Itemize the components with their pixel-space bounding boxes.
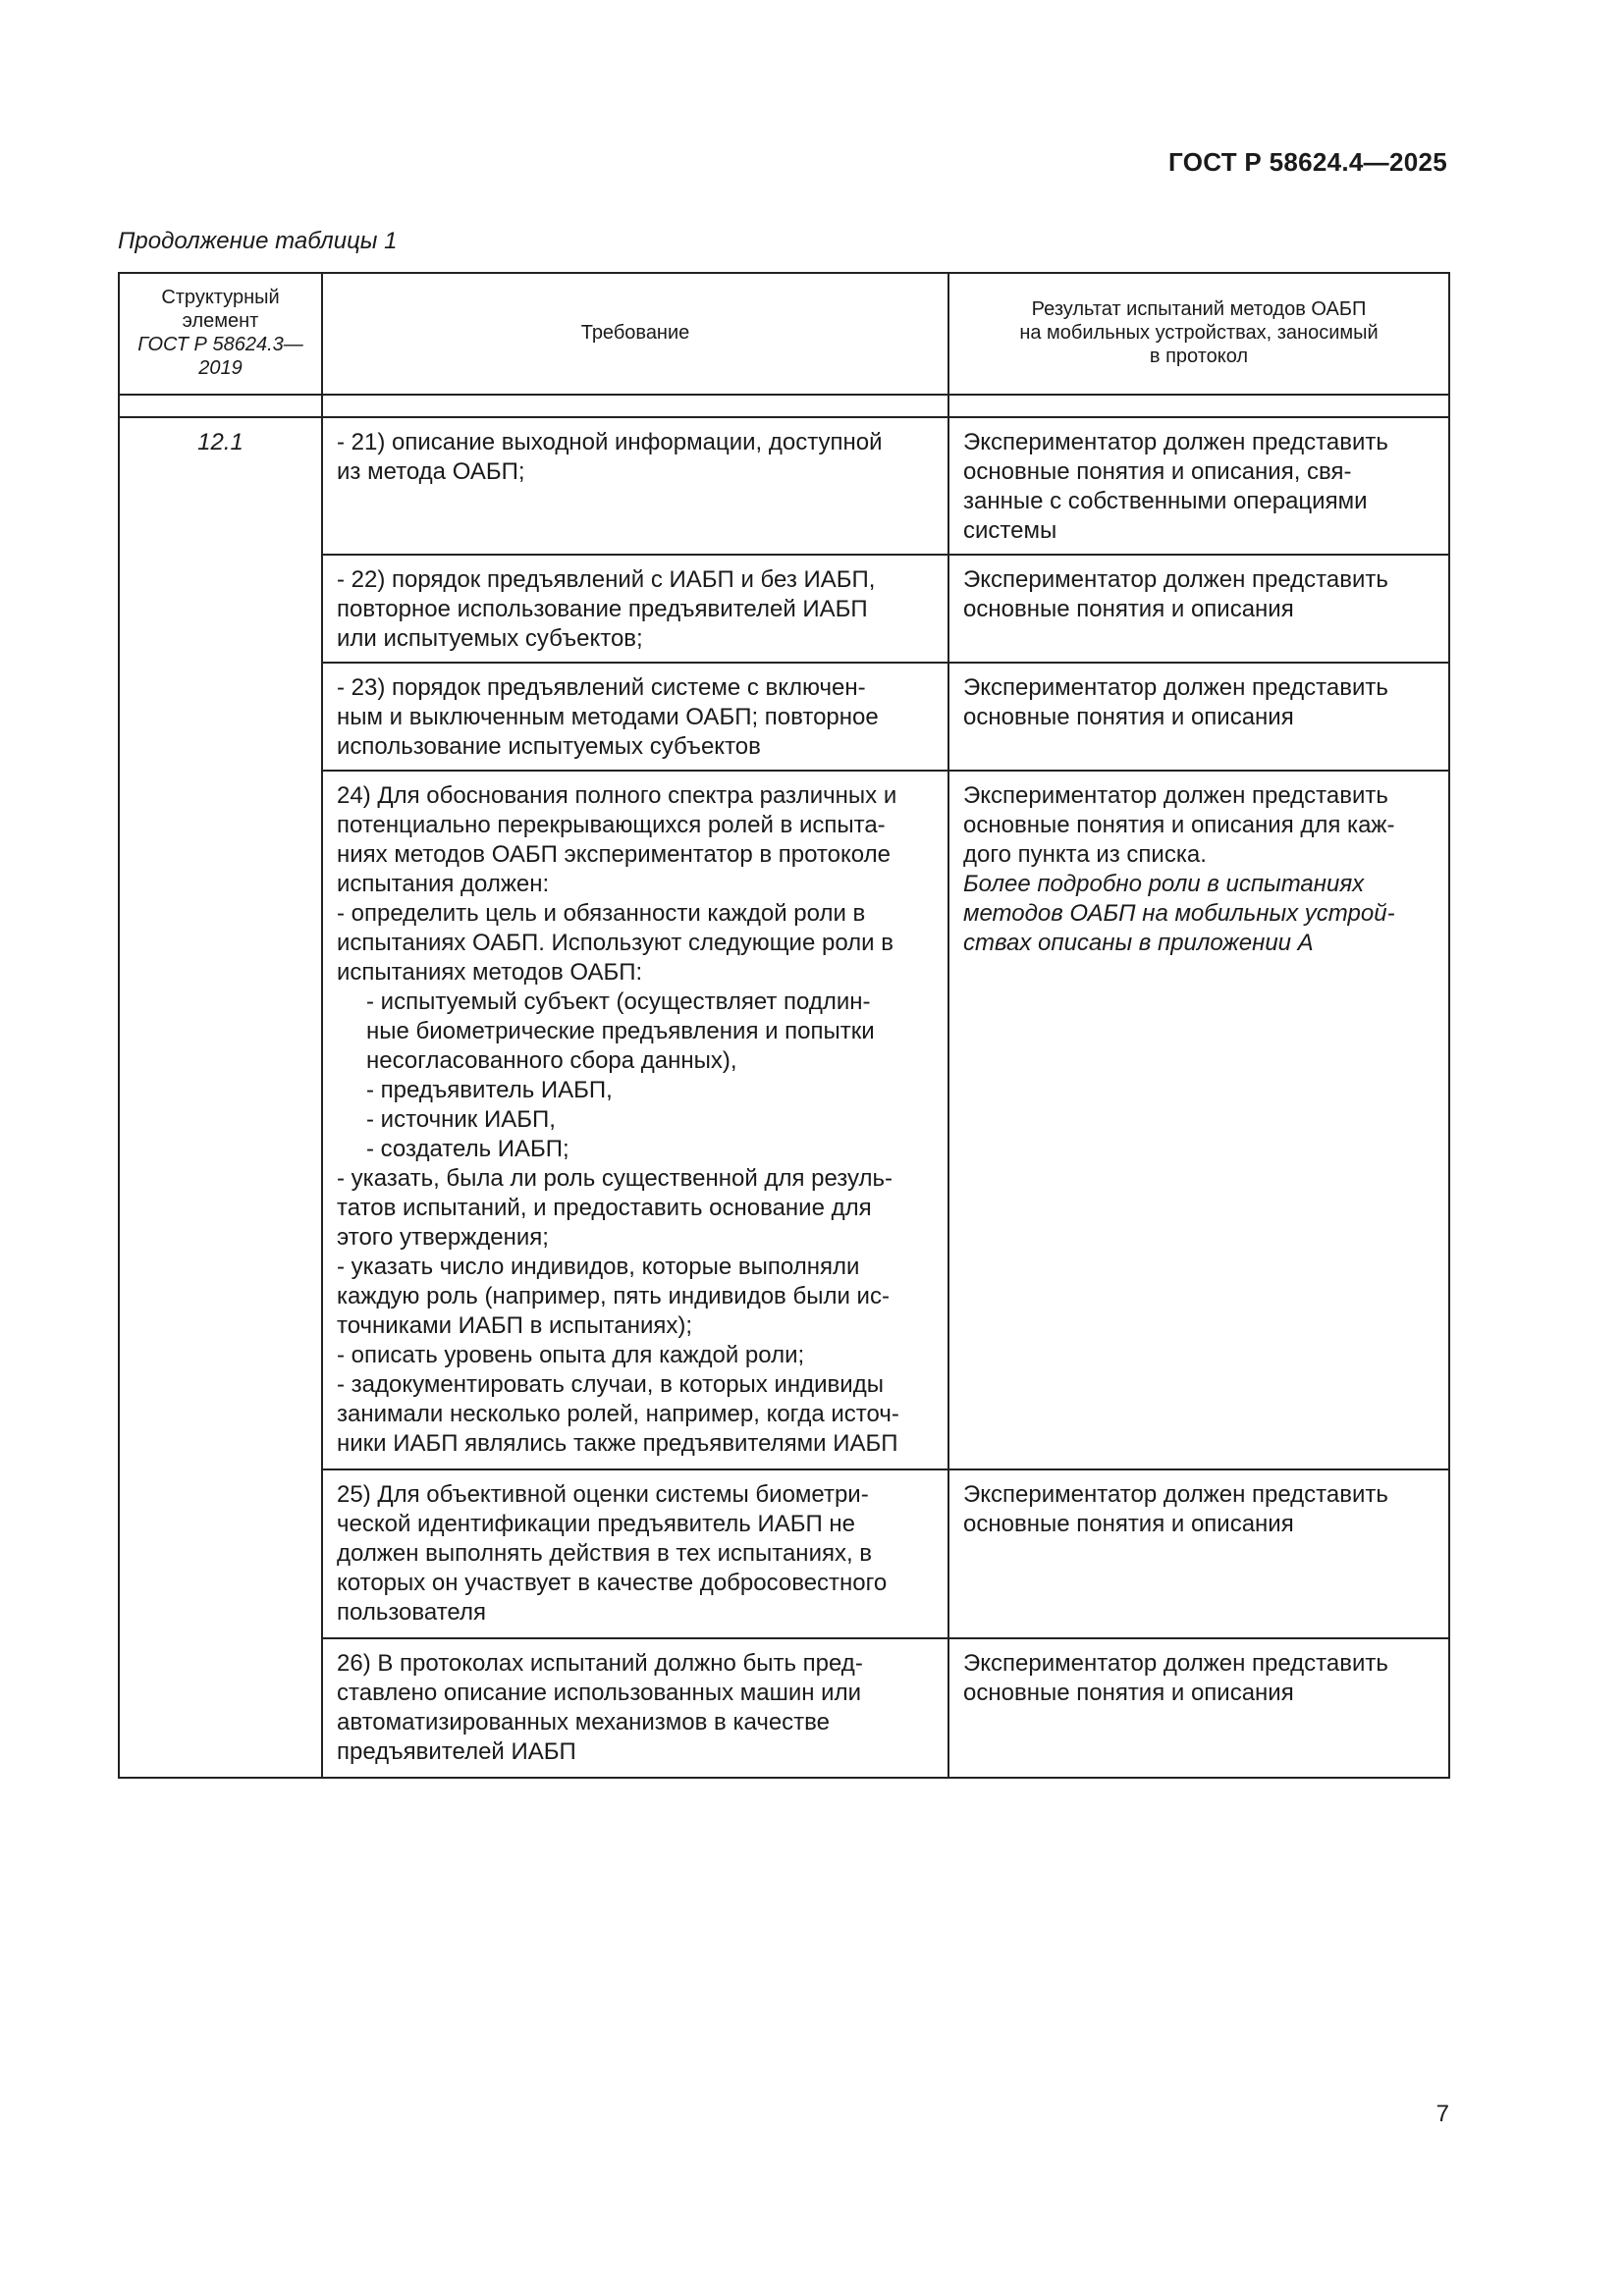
text-line: испытаниях ОАБП. Используют следующие роли в — [337, 930, 893, 956]
text-line: ники ИАБП являлись также предъявителями ИАБП — [337, 1430, 898, 1457]
header-separator — [119, 395, 1449, 417]
result-cell — [948, 1638, 1449, 1778]
text-line: - источник ИАБП, — [366, 1106, 556, 1133]
text-line: автоматизированных механизмов в качестве — [337, 1709, 830, 1735]
result-cell — [948, 417, 1449, 555]
text-line: предъявителей ИАБП — [337, 1738, 576, 1765]
text-line: занимали несколько ролей, например, когда источ- — [337, 1401, 899, 1427]
requirement-cell — [322, 1638, 948, 1778]
text-line: - 22) порядок предъявлений с ИАБП и без ИАБП, — [337, 566, 876, 593]
text-line: - 23) порядок предъявлений системе с включен- — [337, 674, 866, 701]
text-line: основные понятия и описания — [963, 1680, 1294, 1706]
result-cell — [948, 1469, 1449, 1638]
text-line: ческой идентификации предъявитель ИАБП не — [337, 1511, 855, 1537]
text-line: 25) Для объективной оценки системы биометри- — [337, 1481, 869, 1508]
text-line: которых он участвует в качестве добросовестного — [337, 1570, 888, 1596]
text-line: - указать число индивидов, которые выполняли — [337, 1254, 860, 1280]
text-line: занные с собственными операциями — [963, 488, 1368, 514]
text-line: - определить цель и обязанности каждой роли в — [337, 900, 866, 927]
text-line: испытаниях методов ОАБП: — [337, 959, 643, 986]
text-line: ным и выключенным методами ОАБП; повторное — [337, 704, 879, 730]
table-header-row — [119, 273, 1449, 395]
text-line: Экспериментатор должен представить — [963, 1481, 1388, 1508]
text-line: из метода ОАБП; — [337, 458, 525, 485]
column-header-element — [119, 273, 322, 395]
column-header-requirement: Требование — [322, 273, 948, 395]
text-line: ставлено описание использованных машин или — [337, 1680, 861, 1706]
header-line: 2019 — [198, 357, 243, 379]
header-line: на мобильных устройствах, заносимый — [1019, 322, 1379, 344]
requirement-cell — [322, 417, 948, 555]
text-line: ные биометрические предъявления и попытки — [366, 1018, 875, 1044]
text-line: Экспериментатор должен представить — [963, 566, 1388, 593]
requirements-table — [118, 272, 1450, 1779]
text-line: - предъявитель ИАБП, — [366, 1077, 613, 1103]
text-line: основные понятия и описания — [963, 704, 1294, 730]
text-line: повторное использование предъявителей ИАБП — [337, 596, 868, 622]
text-line: - испытуемый субъект (осуществляет подлин- — [366, 988, 871, 1015]
document-code: ГОСТ Р 58624.4—2025 — [1168, 147, 1447, 177]
text-line: основные понятия и описания, свя- — [963, 458, 1352, 485]
header-line: ГОСТ Р 58624.3— — [137, 334, 303, 355]
header-line: Результат испытаний методов ОАБП — [1031, 298, 1367, 320]
text-line: испытания должен: — [337, 871, 550, 897]
result-cell — [948, 771, 1449, 1469]
text-line: должен выполнять действия в тех испытаниях, в — [337, 1540, 873, 1567]
column-header-result — [948, 273, 1449, 395]
text-line: или испытуемых субъектов; — [337, 625, 643, 652]
requirement-cell — [322, 771, 948, 1469]
table-caption: Продолжение таблицы 1 — [118, 228, 398, 254]
text-line: несогласованного сбора данных), — [366, 1047, 737, 1074]
result-cell — [948, 663, 1449, 771]
text-line: основные понятия и описания — [963, 1511, 1294, 1537]
text-line: дого пункта из списка. — [963, 841, 1207, 868]
header-line: элемент — [182, 310, 259, 332]
text-line: ниях методов ОАБП экспериментатор в протоколе — [337, 841, 891, 868]
structural-element-number: 12.1 — [197, 429, 244, 455]
text-line: Экспериментатор должен представить — [963, 782, 1388, 809]
text-line: Экспериментатор должен представить — [963, 429, 1388, 455]
requirement-cell — [322, 663, 948, 771]
text-line: - задокументировать случаи, в которых индивиды — [337, 1371, 884, 1398]
result-cell — [948, 555, 1449, 663]
text-line: потенциально перекрывающихся ролей в испыта- — [337, 812, 886, 838]
header-line: Структурный — [161, 287, 280, 308]
text-line: пользователя — [337, 1599, 486, 1626]
text-line: - создатель ИАБП; — [366, 1136, 569, 1162]
text-line: методов ОАБП на мобильных устрой- — [963, 900, 1395, 927]
requirement-cell — [322, 555, 948, 663]
text-line: системы — [963, 517, 1057, 544]
text-line: - описать уровень опыта для каждой роли; — [337, 1342, 805, 1368]
requirement-cell — [322, 1469, 948, 1638]
text-line: 26) В протоколах испытаний должно быть пред- — [337, 1650, 863, 1677]
text-line: Более подробно роли в испытаниях — [963, 871, 1365, 897]
text-line: Экспериментатор должен представить — [963, 1650, 1388, 1677]
text-line: основные понятия и описания — [963, 596, 1294, 622]
text-line: этого утверждения; — [337, 1224, 549, 1251]
page-number: 7 — [1435, 2101, 1449, 2127]
text-line: каждую роль (например, пять индивидов были ис- — [337, 1283, 890, 1309]
text-line: ствах описаны в приложении А — [963, 930, 1314, 956]
structural-element-cell — [119, 417, 322, 1778]
table-row — [119, 417, 1449, 555]
text-line: татов испытаний, и предоставить основание для — [337, 1195, 872, 1221]
text-line: Экспериментатор должен представить — [963, 674, 1388, 701]
text-line: 24) Для обоснования полного спектра различных и — [337, 782, 897, 809]
text-line: основные понятия и описания для каж- — [963, 812, 1395, 838]
text-line: - указать, была ли роль существенной для резуль- — [337, 1165, 893, 1192]
text-line: - 21) описание выходной информации, доступной — [337, 429, 883, 455]
text-line: использование испытуемых субъектов — [337, 733, 761, 760]
header-line: в протокол — [1149, 346, 1249, 367]
text-line: точниками ИАБП в испытаниях); — [337, 1312, 693, 1339]
